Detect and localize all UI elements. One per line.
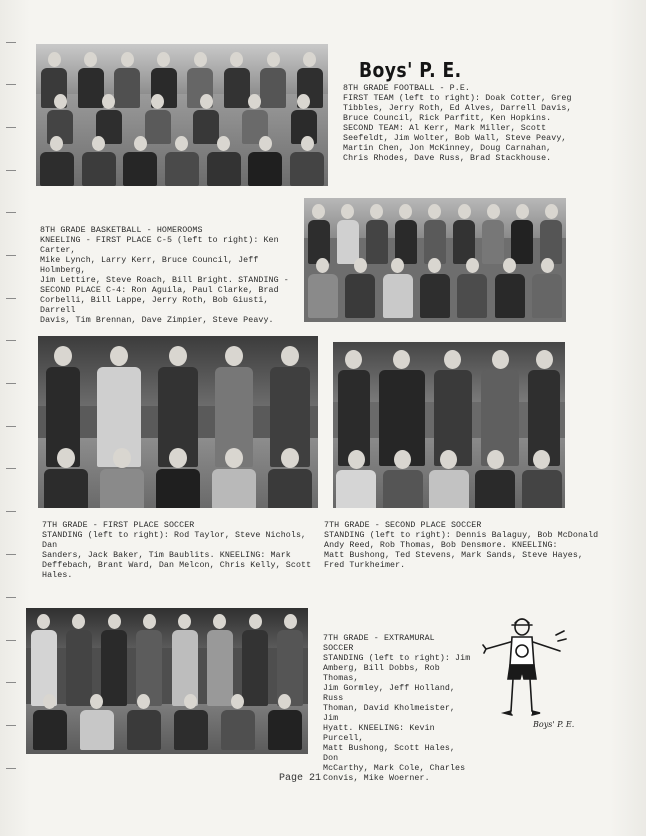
first-place-soccer-photo xyxy=(38,336,318,508)
basketball-team-photo xyxy=(304,198,566,322)
page-title: Boys' P. E. xyxy=(359,58,462,82)
first-place-soccer-caption: 7TH GRADE - FIRST PLACE SOCCER STANDING (left to right): Rod Taylor, Steve Nichols, Dan Sanders, Jack Baker, Tim Baublits. KNEELING: Mark Deffebach, Brant Ward, Dan Melcon, Chris Kelly, Scott Hales. xyxy=(42,521,312,580)
football-team-photo xyxy=(36,44,328,186)
football-caption: 8TH GRADE FOOTBALL - P.E. FIRST TEAM (left to right): Doak Cotter, Greg Tibbles, Jerry Roth, Ed Alves, Darrell Davis, Bruce Council, Rick Parfitt, Ken Hopkins. SECOND TEAM: Al Kerr, Mark Miller, Scott Seefeldt, Jim Wolter, Bob Wall, Steve Peavy, Martin Chen, Jon McKinney, Doug Carnahan, Chris Rhodes, Dave Russ, Brad Stackhouse. xyxy=(343,84,572,163)
extramural-soccer-photo xyxy=(26,608,308,754)
extramural-soccer-caption: 7TH GRADE - EXTRAMURAL SOCCER STANDING (left to right): Jim Amberg, Bill Dobbs, Rob Thomas, Jim Gormley, Jeff Holland, Russ Thoman, David Kholmeister, Jim Hyatt. KNEELING: Kevin Purcell, Matt Bushong, Scott Hales, Don McCarthy, Mark Cole, Charles Convis, Mike Woerner. xyxy=(323,634,471,783)
cartoon-label: Boys' P. E. xyxy=(533,720,575,729)
page-number: Page 21 xyxy=(279,773,322,784)
second-place-soccer-caption: 7TH GRADE - SECOND PLACE SOCCER STANDING (left to right): Dennis Balaguy, Bob McDonald Andy Reed, Rob Thomas, Bob Densmore. KNEELING: Matt Bushong, Ted Stevens, Mark Sands, Steve Hayes, Fred Turkheimer. xyxy=(324,521,599,570)
cartoon-boy-illustration xyxy=(482,615,568,735)
basketball-caption: 8TH GRADE BASKETBALL - HOMEROOMS KNEELING - FIRST PLACE C-5 (left to right): Ken Carter, Mike Lynch, Larry Kerr, Bruce Council, Jeff Holmberg, Jim Lettire, Steve Roach, Bill Bright. STANDING - SECOND PLACE C-4: Ron Aguila, Paul Clarke, Brad Corbelli, Bill Lappe, Jerry Roth, Bob Giusti, Darrell Davis, Tim Brennan, Dave Zimpier, Steve Peavy. xyxy=(40,226,289,325)
second-place-soccer-photo xyxy=(333,342,565,508)
